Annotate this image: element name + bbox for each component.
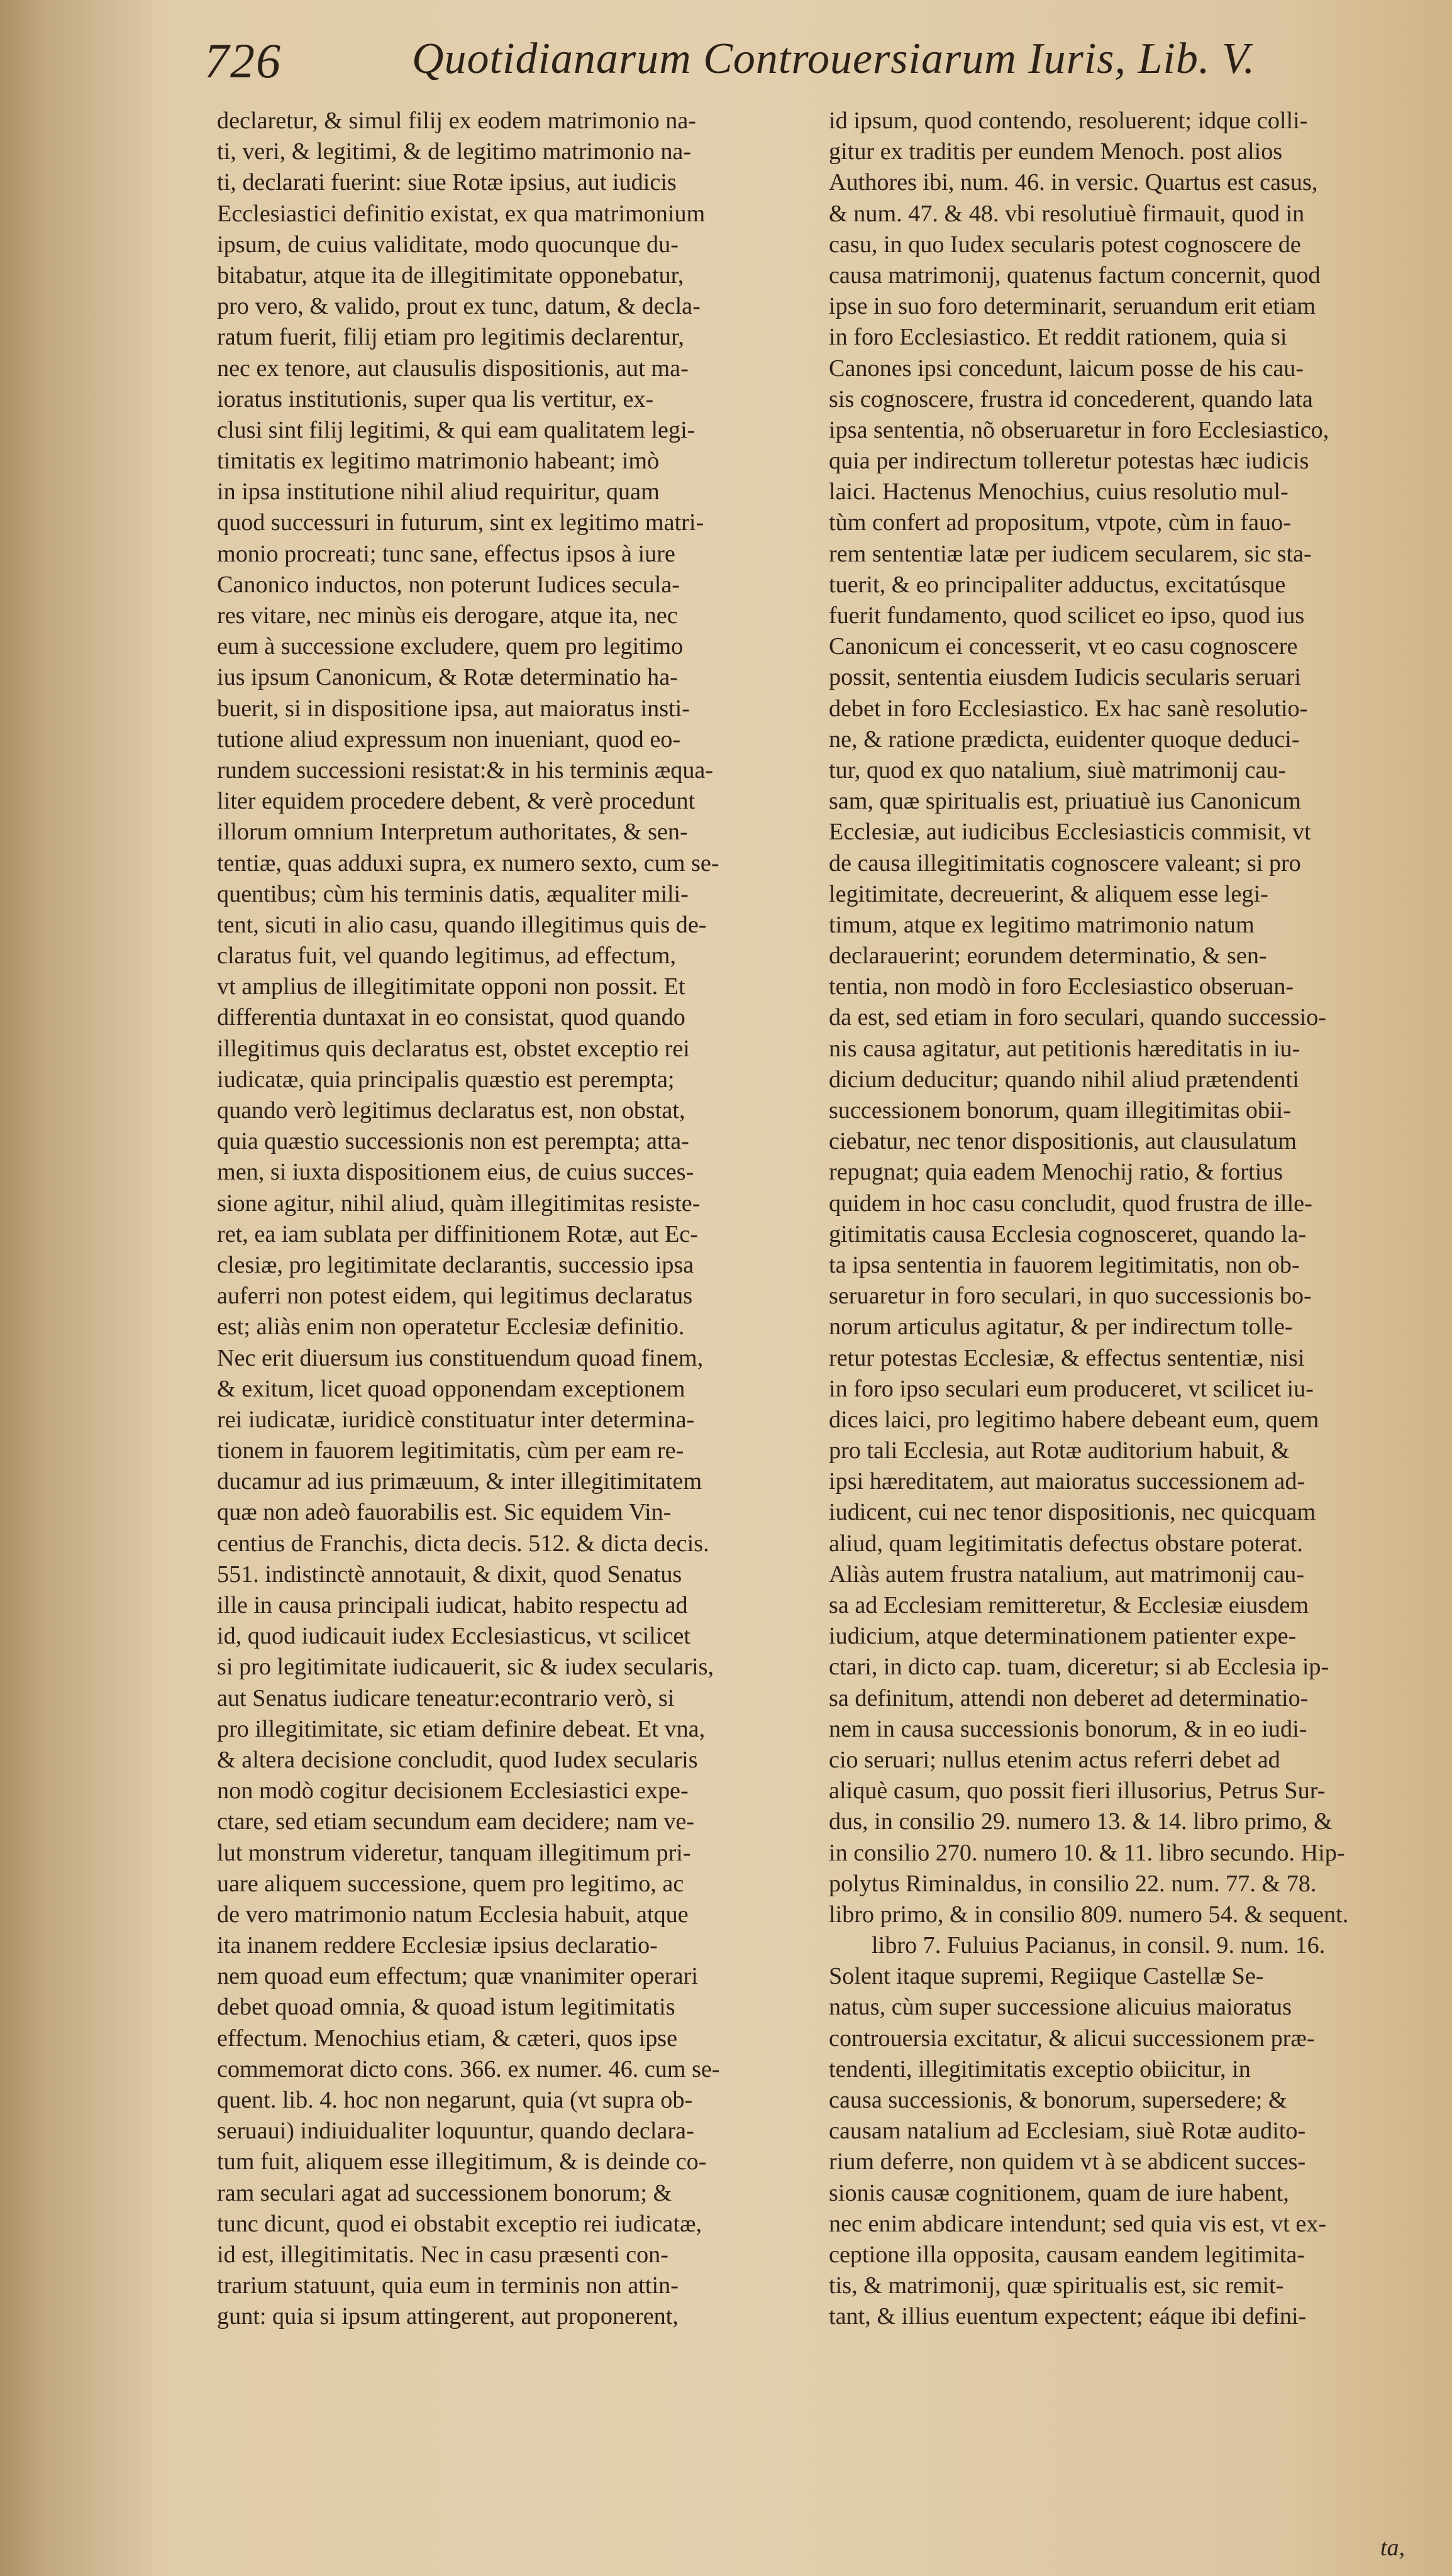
text-line: in foro ipso seculari eum produceret, vt scilicet iu- — [829, 1375, 1314, 1402]
text-line: tentia, non modò in foro Ecclesiastico obseruan- — [829, 973, 1294, 1000]
text-line: rundem successioni resistat:& in his terminis æqua- — [217, 756, 714, 783]
text-line: causa matrimonij, quatenus factum concernit, quod — [829, 262, 1321, 289]
text-line: liter equidem procedere debent, & verè procedunt — [217, 788, 696, 815]
text-line: in consilio 270. numero 10. & 11. libro secundo. Hip- — [829, 1839, 1345, 1866]
text-line: vt amplius de illegitimitate opponi non possit. Et — [217, 973, 685, 1000]
text-line: effectum. Menochius etiam, & cæteri, quos ipse — [217, 2025, 678, 2052]
text-line: seruaui) indiuidualiter loquuntur, quando declara- — [217, 2118, 694, 2145]
page-number: 726 — [204, 33, 282, 88]
text-line: non modò cogitur decisionem Ecclesiastici expe- — [217, 1777, 689, 1805]
text-line: natus, cùm super successione alicuius maioratus — [829, 1994, 1292, 2021]
text-line: legitimitate, decreuerint, & aliquem esse legi- — [829, 880, 1268, 907]
text-line: successionem bonorum, quam illegitimitas obii- — [829, 1097, 1291, 1124]
text-line: debet in foro Ecclesiastico. Ex hac sanè resolutio- — [829, 695, 1308, 722]
text-line: ita inanem reddere Ecclesiæ ipsius declaratio- — [217, 1932, 658, 1959]
text-line: Authores ibi, num. 46. in versic. Quartus est casus, — [829, 169, 1318, 196]
text-line: aliud, quam legitimitatis defectus obstare poterat. — [829, 1530, 1303, 1557]
text-line: laici. Hactenus Menochius, cuius resolutio mul- — [829, 478, 1289, 506]
text-line: ti, declarati fuerint: siue Rotæ ipsius, aut iudicis — [217, 169, 677, 196]
text-line: sis cognoscere, frustra id concederent, quando lata — [829, 385, 1313, 412]
text-line: pro illegitimitate, sic etiam definire debeat. Et vna, — [217, 1715, 706, 1742]
text-line: commemorat dicto cons. 366. ex numer. 46. cum se- — [217, 2055, 720, 2082]
text-line: tur, quod ex quo natalium, siuè matrimonij cau- — [829, 756, 1287, 783]
text-line: & altera decisione concludit, quod Iudex secularis — [217, 1746, 698, 1773]
text-line: possit, sententia eiusdem Iudicis secularis seruari — [829, 664, 1301, 691]
text-line: id, quod iudicauit iudex Ecclesiasticus, vt scilicet — [217, 1623, 690, 1650]
text-line: centius de Franchis, dicta decis. 512. & dicta decis. — [217, 1530, 709, 1557]
running-title: Quotidianarum Controuersiarum Iuris, Lib. V. — [412, 35, 1256, 83]
text-line: ceptione illa opposita, causam eandem legitimita- — [829, 2241, 1305, 2268]
text-line: & num. 47. & 48. vbi resolutiuè firmauit, quod in — [829, 200, 1305, 227]
text-line: timitatis ex legitimo matrimonio habeant; imò — [217, 448, 660, 475]
text-line: monio procreati; tunc sane, effectus ipsos à iure — [217, 540, 675, 567]
running-head — [204, 26, 1256, 96]
text-line: si pro legitimitate iudicauerit, sic & iudex secularis, — [217, 1654, 714, 1681]
text-line: de causa illegitimitatis cognoscere valeant; si pro — [829, 849, 1301, 876]
text-line: Canones ipsi concedunt, laicum posse de his cau- — [829, 355, 1304, 382]
text-line: fuerit fundamento, quod scilicet eo ipso, quod ius — [829, 602, 1305, 629]
text-line: ciebatur, nec tenor dispositionis, aut clausulatum — [829, 1128, 1297, 1155]
text-line: de vero matrimonio natum Ecclesia habuit, atque — [217, 1901, 689, 1928]
text-line: libro 7. Fuluius Pacianus, in consil. 9. num. 16. — [872, 1932, 1326, 1959]
text-line: illegitimus quis declaratus est, obstet exceptio rei — [217, 1035, 690, 1062]
text-line: tionem in fauorem legitimitatis, cùm per eam re- — [217, 1437, 684, 1464]
text-line: buerit, si in dispositione ipsa, aut maioratus insti- — [217, 695, 690, 722]
text-line: Canonico inductos, non poterunt Iudices secula- — [217, 571, 680, 598]
text-line: aut Senatus iudicare teneatur:econtrario verò, si — [217, 1684, 675, 1711]
text-line: quia per indirectum tolleretur potestas hæc iudicis — [829, 448, 1309, 475]
text-line: da est, sed etiam in foro seculari, quando successio- — [829, 1004, 1327, 1031]
text-line: bitabatur, atque ita de illegitimitate opponebatur, — [217, 262, 684, 289]
text-line: gitur ex traditis per eundem Menoch. post alios — [829, 138, 1283, 165]
text-line: polytus Riminaldus, in consilio 22. num. 77. & 78. — [829, 1870, 1317, 1897]
text-line: tentiæ, quas adduxi supra, ex numero sexto, cum se- — [217, 849, 719, 876]
text-line: & exitum, licet quoad opponendam exceptionem — [217, 1375, 685, 1402]
text-line: rem sententiæ latæ per iudicem secularem, sic sta- — [829, 540, 1312, 567]
text-line: ius ipsum Canonicum, & Rotæ determinatio ha- — [217, 664, 678, 691]
text-line: nec ex tenore, aut clausulis dispositionis, aut ma- — [217, 355, 689, 382]
text-line: cio seruari; nullus etenim actus referri debet ad — [829, 1746, 1280, 1773]
text-line: gunt: quia si ipsum attingerent, aut proponerent, — [217, 2303, 679, 2330]
text-line: ctare, sed etiam secundum eam decidere; nam ve- — [217, 1808, 695, 1835]
text-line: sione agitur, nihil aliud, quàm illegitimitas resiste- — [217, 1190, 701, 1217]
text-line: Nec erit diuersum ius constituendum quoad finem, — [217, 1344, 704, 1371]
text-line: ipse in suo foro determinarit, seruandum erit etiam — [829, 293, 1316, 320]
text-line: quæ non adeò fauorabilis est. Sic equidem Vin- — [217, 1499, 672, 1526]
text-line: tum fuit, aliquem esse illegitimum, & is deinde co- — [217, 2148, 707, 2175]
text-line: quia quæstio successionis non est perempta; atta- — [217, 1128, 689, 1155]
gutter-shadow — [0, 0, 163, 2576]
text-line: pro vero, & valido, prout ex tunc, datum, & decla- — [217, 293, 701, 320]
text-line: ctari, in dicto cap. tuam, diceretur; si ab Ecclesia ip- — [829, 1654, 1329, 1681]
text-line: sam, quæ spiritualis est, priuatiuè ius Canonicum — [829, 788, 1301, 815]
text-line: uare aliquem successione, quem pro legitimo, ac — [217, 1870, 684, 1897]
text-line: ram seculari agat ad successionem bonorum; & — [217, 2179, 672, 2206]
text-line: ipsum, de cuius validitate, modo quocunque du- — [217, 231, 679, 258]
text-line: ret, ea iam sublata per diffinitionem Rotæ, aut Ec- — [217, 1220, 698, 1247]
text-line: repugnat; quia eadem Menochij ratio, & fortius — [829, 1159, 1283, 1186]
text-line: iudicent, cui nec tenor dispositionis, nec quicquam — [829, 1499, 1316, 1526]
text-line: sa definitum, attendi non deberet ad determinatio- — [829, 1684, 1309, 1711]
text-line: trarium statuunt, quia eum in terminis non attin- — [217, 2272, 679, 2299]
left-text-column — [217, 106, 783, 2333]
text-line: casu, in quo Iudex secularis potest cognoscere de — [829, 231, 1301, 258]
text-line: seruaretur in foro seculari, in quo successionis bo- — [829, 1283, 1312, 1310]
text-line: id ipsum, quod contendo, resoluerent; idque colli- — [829, 108, 1308, 134]
text-line: causam natalium ad Ecclesiam, siuè Rotæ audito- — [829, 2118, 1306, 2145]
text-line: tent, sicuti in alio casu, quando illegitimus quis de- — [217, 911, 707, 938]
text-line: differentia duntaxat in eo consistat, quod quando — [217, 1004, 685, 1031]
text-line: controuersia excitatur, & alicui successionem præ- — [829, 2025, 1315, 2052]
text-line: in ipsa institutione nihil aliud requiritur, quam — [217, 478, 660, 506]
text-line: libro primo, & in consilio 809. numero 54. & sequent. — [829, 1901, 1349, 1928]
text-line: ti, veri, & legitimi, & de legitimo matrimonio na- — [217, 138, 692, 165]
text-line: eum à successione excludere, quem pro legitimo — [217, 633, 684, 660]
text-line: declaretur, & simul filij ex eodem matrimonio na- — [217, 108, 696, 134]
text-line: ducamur ad ius primæuum, & inter illegitimitatem — [217, 1468, 702, 1495]
text-line: nis causa agitatur, aut petitionis hæreditatis in iu- — [829, 1035, 1300, 1062]
text-line: quando verò legitimus declaratus est, non obstat, — [217, 1097, 685, 1124]
text-line: ille in causa principali iudicat, habito respectu ad — [217, 1592, 688, 1618]
right-text-column — [829, 106, 1406, 2333]
text-line: iudicium, atque determinationem patienter expe- — [829, 1623, 1297, 1650]
text-line: gitimitatis causa Ecclesia cognosceret, quando la- — [829, 1220, 1307, 1247]
text-line: nem quoad eum effectum; quæ vnanimiter operari — [217, 1963, 698, 1990]
text-line: iudicatæ, quia principalis quæstio est perempta; — [217, 1066, 675, 1093]
text-line: rium deferre, non quidem vt à se abdicent succes- — [829, 2148, 1306, 2175]
text-line: nec enim abdicare intendunt; sed quia vis est, vt ex- — [829, 2210, 1327, 2237]
text-line: Solent itaque supremi, Regiique Castellæ Se- — [829, 1963, 1264, 1990]
text-line: ta ipsa sententia in fauorem legitimitatis, non ob- — [829, 1251, 1300, 1278]
text-line: quent. lib. 4. hoc non negarunt, quia (vt supra ob- — [217, 2087, 693, 2113]
text-line: illorum omnium Interpretum authoritates, & sen- — [217, 819, 688, 846]
catchword: ta, — [1380, 2535, 1405, 2561]
text-line: tutione aliud expressum non inueniant, quod eo- — [217, 726, 681, 753]
text-line: quentibus; cùm his terminis datis, æqualiter mili- — [217, 880, 689, 907]
text-line: tùm confert ad propositum, vtpote, cùm in fauo- — [829, 509, 1291, 536]
text-line: Canonicum ei concesserit, vt eo casu cognoscere — [829, 633, 1298, 660]
text-line: dices laici, pro legitimo habere debeant eum, quem — [829, 1406, 1319, 1433]
text-line: pro tali Ecclesia, aut Rotæ auditorium habuit, & — [829, 1437, 1290, 1464]
text-line: causa successionis, & bonorum, supersedere; & — [829, 2087, 1287, 2113]
text-line: debet quoad omnia, & quoad istum legitimitatis — [217, 1994, 675, 2021]
text-line: ipsi hæreditatem, aut maioratus successionem ad- — [829, 1468, 1305, 1495]
text-line: clusi sint filij legitimi, & qui eam qualitatem legi- — [217, 416, 696, 443]
text-line: lut monstrum videretur, tanquam illegitimum pri- — [217, 1839, 691, 1866]
text-line: res vitare, nec minùs eis derogare, atque ita, nec — [217, 602, 678, 629]
text-line: 551. indistinctè annotauit, & dixit, quod Senatus — [217, 1561, 682, 1588]
text-line: dicium deducitur; quando nihil aliud prætendenti — [829, 1066, 1299, 1093]
text-line: ne, & ratione prædicta, euidenter quoque deduci- — [829, 726, 1300, 753]
text-line: clesiæ, pro legitimitate declarantis, successio ipsa — [217, 1251, 694, 1278]
text-line: id est, illegitimitatis. Nec in casu præsenti con- — [217, 2241, 668, 2268]
text-line: auferri non potest eidem, qui legitimus declaratus — [217, 1283, 693, 1310]
text-line: tis, & matrimonij, quæ spiritualis est, sic remit- — [829, 2272, 1284, 2299]
text-line: est; aliàs enim non operatetur Ecclesiæ definitio. — [217, 1313, 685, 1341]
text-line: claratus fuit, vel quando legitimus, ad effectum, — [217, 943, 676, 970]
text-line: tant, & illius euentum expectent; eáque ibi defini- — [829, 2303, 1307, 2330]
text-line: ipsa sententia, nõ obseruaretur in foro Ecclesiastico, — [829, 416, 1329, 443]
text-line: rei iudicatæ, iuridicè constituatur inter determina- — [217, 1406, 695, 1433]
text-line: in foro Ecclesiastico. Et reddit rationem, quia si — [829, 324, 1287, 351]
text-line: nem in causa successionis bonorum, & in eo iudi- — [829, 1715, 1307, 1742]
text-line: men, si iuxta dispositionem eius, de cuius succes- — [217, 1159, 694, 1186]
text-line: Aliàs autem frustra natalium, aut matrimonij cau- — [829, 1561, 1305, 1588]
text-line: tuerit, & eo principaliter adductus, excitatúsque — [829, 571, 1286, 598]
text-line: dus, in consilio 29. numero 13. & 14. libro primo, & — [829, 1808, 1333, 1835]
text-line: tendenti, illegitimitatis exceptio obiicitur, in — [829, 2055, 1251, 2082]
text-line: sa ad Ecclesiam remitteretur, & Ecclesiæ eiusdem — [829, 1592, 1309, 1618]
text-line: declarauerint; eorundem determinatio, & sen- — [829, 943, 1267, 970]
text-line: tunc dicunt, quod ei obstabit exceptio rei iudicatæ, — [217, 2210, 702, 2237]
text-line: ratum fuerit, filij etiam pro legitimis declarentur, — [217, 324, 684, 351]
text-line: norum articulus agitatur, & per indirectum tolle- — [829, 1313, 1293, 1341]
text-line: Ecclesiæ, aut iudicibus Ecclesiasticis commisit, vt — [829, 819, 1311, 846]
text-line: ioratus institutionis, super qua lis vertitur, ex- — [217, 385, 654, 412]
text-line: Ecclesiastici definitio existat, ex qua matrimonium — [217, 200, 706, 227]
text-line: aliquè casum, quo possit fieri illusorius, Petrus Sur- — [829, 1777, 1326, 1805]
text-line: quod successuri in futurum, sint ex legitimo matri- — [217, 509, 704, 536]
text-line: timum, atque ex legitimo matrimonio natum — [829, 911, 1255, 938]
text-line: quidem in hoc casu concludit, quod frustra de ille- — [829, 1190, 1312, 1217]
text-line: retur potestas Ecclesiæ, & effectus sententiæ, nisi — [829, 1344, 1305, 1371]
text-line: sionis causæ cognitionem, quam de iure habent, — [829, 2179, 1289, 2206]
